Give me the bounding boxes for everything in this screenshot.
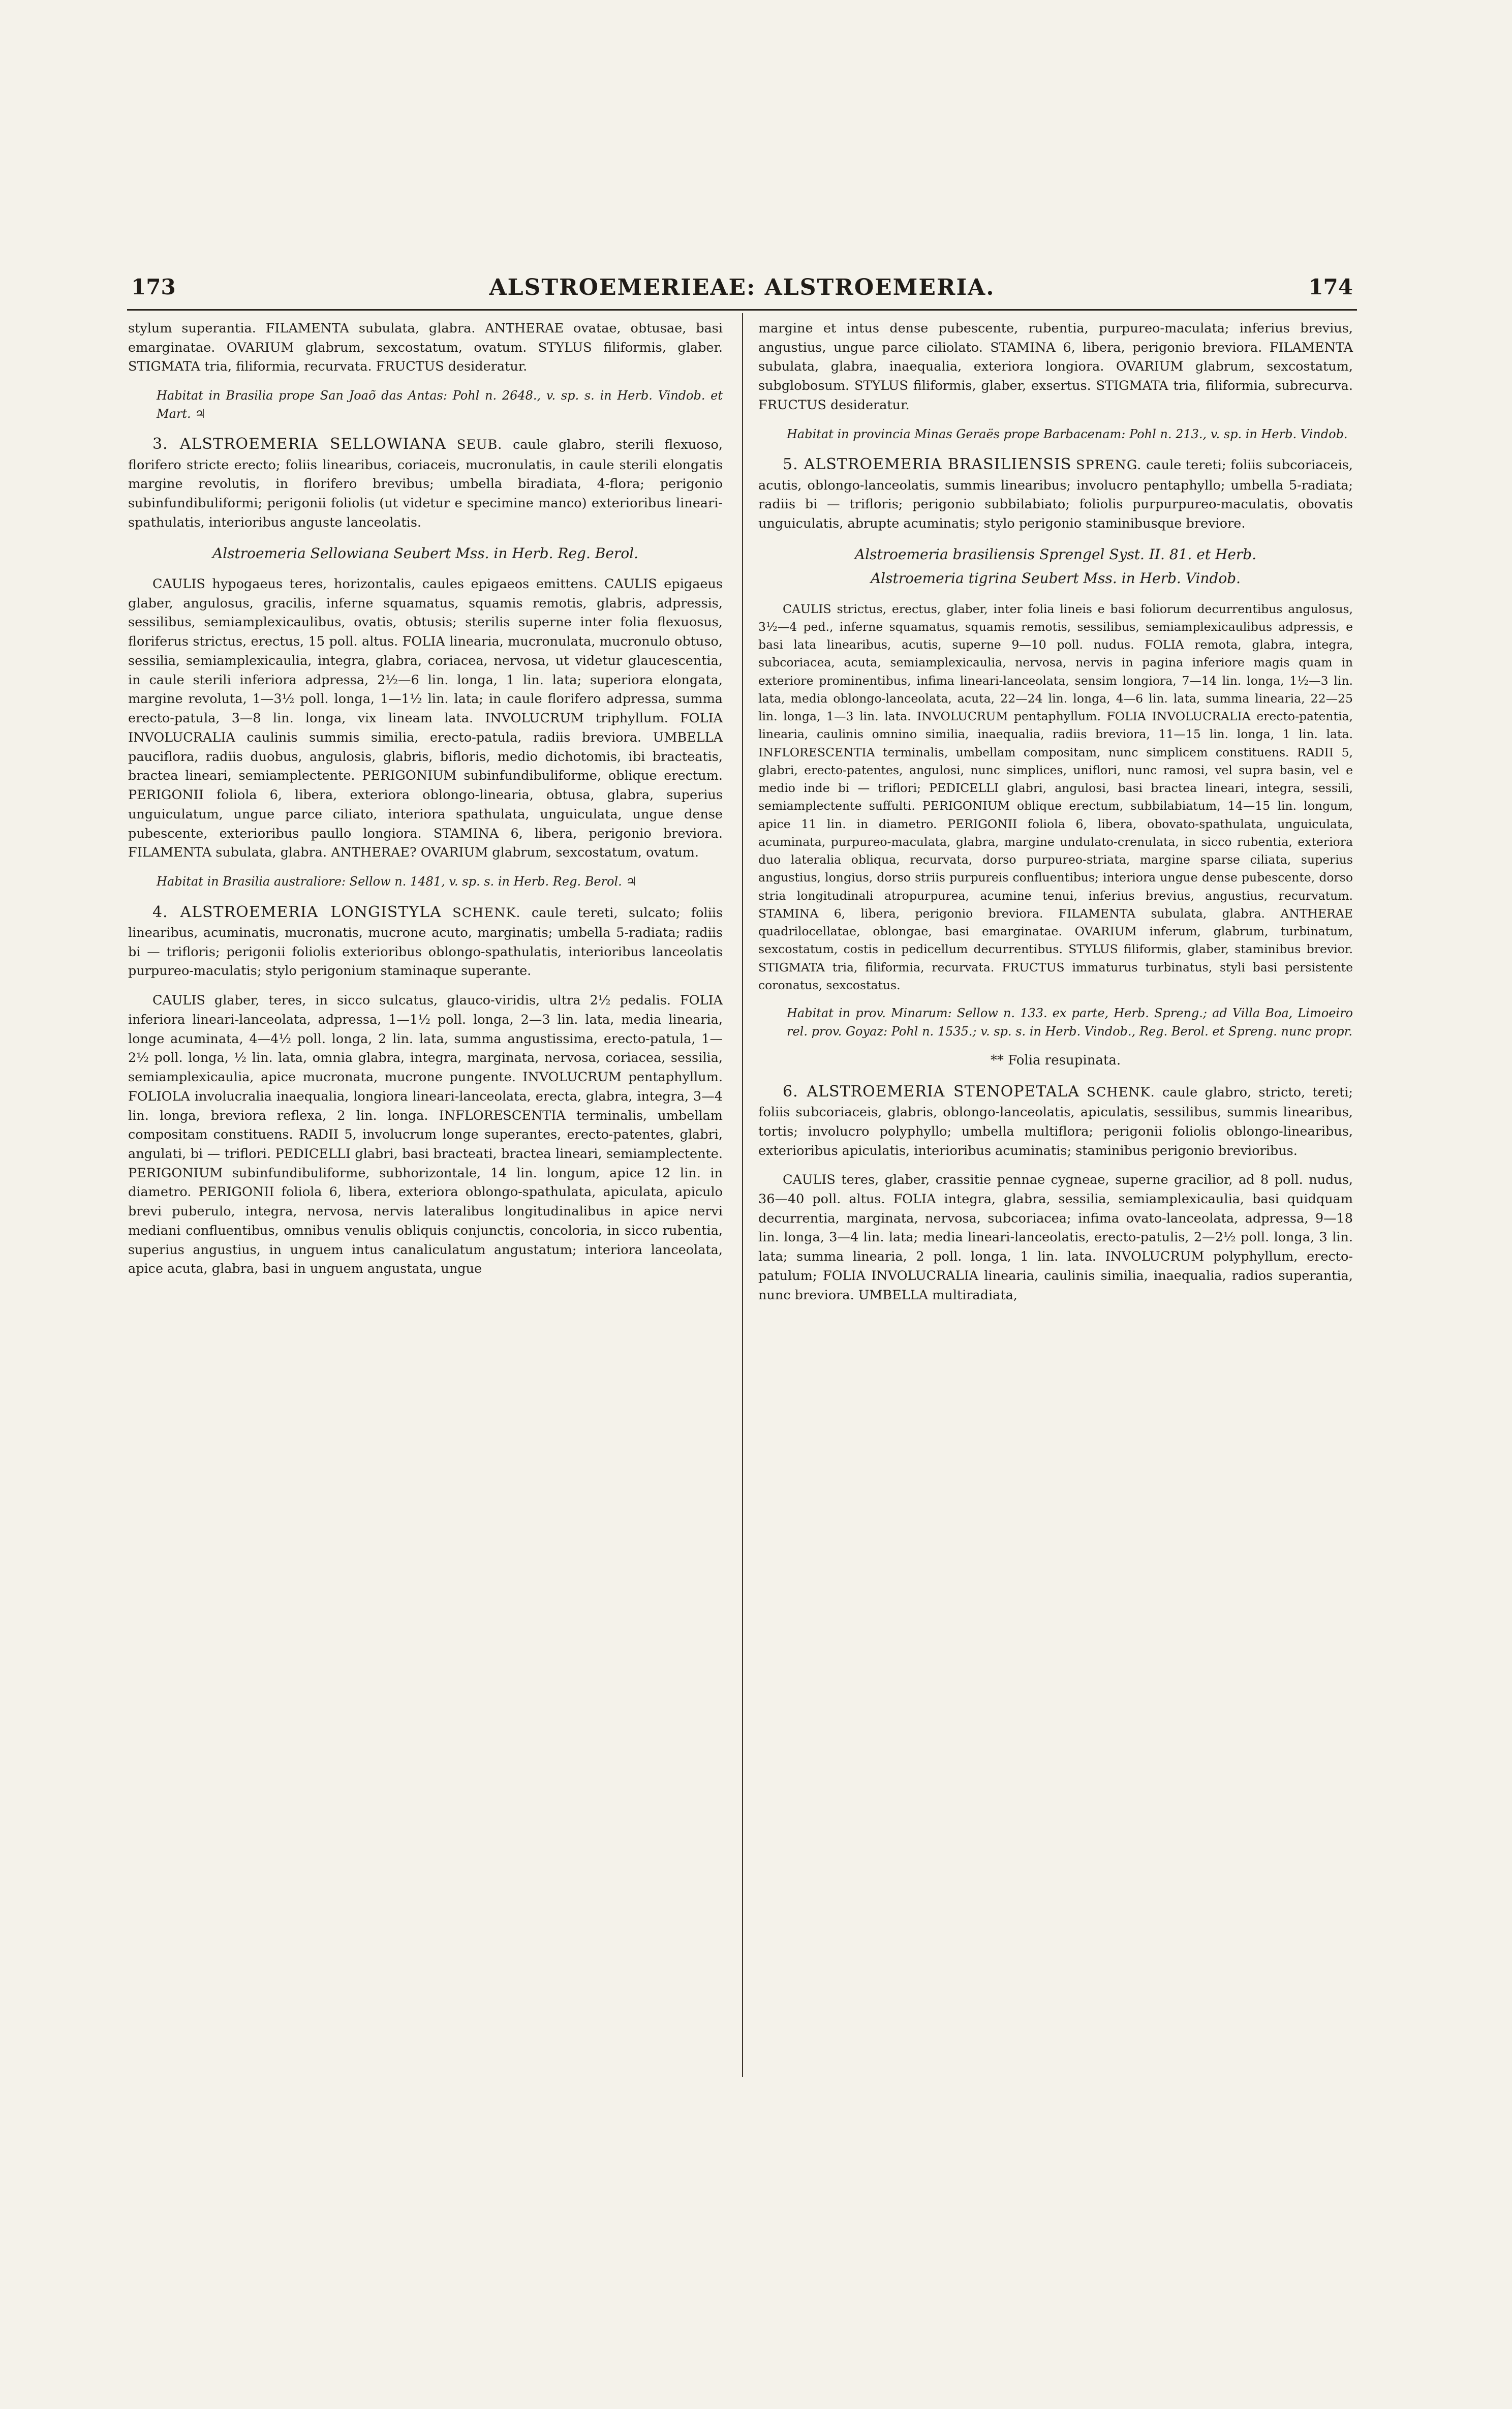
right-page-number: 174: [1308, 275, 1353, 299]
species-4-description: CAULIS glaber, teres, in sicco sulcatus, glauco-viridis, ultra 2½ pedalis. FOLIA inferiora lineari-lanceolata, adpressa, 1—1½ poll. longa, 2—3 lin. lata, media linearia, longe acuminata, 4—4½ poll. longa, 2 lin. lata, summa angustissima, erecto-patula, 1—2½ poll. longa, ½ lin. lata, omnia glabra, integra, marginata, nervosa, coriacea, sessilia, semiamplexicaulia, apice mucronata, mucrone pungente. INVOLUCRUM pentaphyllum. FOLIOLA involucralia inaequalia, longiora lineari-lanceolata, erecta, glabra, integra, 3—4 lin. longa, breviora reflexa, 2 lin. longa. INFLORESCENTIA terminalis, umbellam compositam constituens. RADII 5, involucrum longe superantes, erecto-patentes, glabri, angulati, bi — triflori. PEDICELLI glabri, basi bracteati, bractea lineari, semiamplectente. PERIGONIUM subinfundibuliforme, subhorizontale, 14 lin. longum, apice 12 lin. in diametro. PERIGONII foliola 6, libera, exteriora oblongo-spathulata, apiculata, apiculo brevi puberulo, integra, nervosa, nervis lateralibus longitudinalibus in apice nervi mediani confluentibus, omnibus venulis obliquis conjunctis, concoloria, in sicco rubentia, superius angustius, in unguem intus canaliculatum angustatum; interiora lanceolata, apice acuta, glabra, basi in unguem angustata, ungue: [128, 993, 723, 1277]
column-divider: [742, 313, 743, 2077]
habitat-note: Habitat in Brasilia prope San Joaõ das Antas: Pohl n. 2648., v. sp. s. in Herb. Vindob. et Mart. ♃: [157, 388, 723, 421]
species-5-diagnosis: [758, 453, 1353, 534]
species-5-title: 5. ALSTROEMERIA BRASILIENSIS: [783, 455, 1072, 474]
species-6-title: 6. ALSTROEMERIA STENOPETALA: [783, 1082, 1080, 1101]
continued-description: stylum superantia. FILAMENTA subulata, glabra. ANTHERAE ovatae, obtusae, basi emarginatae. OVARIUM glabrum, sexcostatum, ovatum. STYLUS filiformis, glaber. STIGMATA tria, filiformia, recurvata. FRUCTUS desideratur.: [128, 321, 723, 375]
species-6-diagnosis: [758, 1081, 1353, 1161]
species-3-habitat: Habitat in Brasilia australiore: Sellow n. 1481, v. sp. s. in Herb. Reg. Berol. ♃: [157, 874, 637, 889]
species-5-author: SPRENG.: [1076, 458, 1142, 473]
right-column: [758, 319, 1353, 1315]
species-6-author: SCHENK.: [1087, 1084, 1155, 1100]
species-5-description: CAULIS strictus, erectus, glaber, inter folia lineis e basi foliorum decurrentibus angulosus, 3½—4 ped., inferne squamatus, squamis remotis, sessilibus, semiamplexicaulibus adpressis, e basi lata linearibus, acutis, superne 9—10 poll. nudus. FOLIA remota, glabra, integra, subcoriacea, acuta, semiamplexicaulia, nervosa, nervis in pagina inferiore magis quam in exteriore prominentibus, infima lineari-lanceolata, sensim longiora, 7—14 lin. longa, 1½—3 lin. lata, media oblongo-lanceolata, acuta, 22—24 lin. longa, 4—6 lin. lata, summa linearia, 22—25 lin. longa, 1—3 lin. lata. INVOLUCRUM pentaphyllum. FOLIA INVOLUCRALIA erecto-patentia, linearia, caulinis omnino similia, inaequalia, radiis breviora, 11—15 lin. longa, 1 lin. lata. INFLORESCENTIA terminalis, umbellam compositam, nunc simplicem constituens. RADII 5, glabri, erecto-patentes, angulosi, nunc simplices, uniflori, nunc ramosi, vel supra basin, vel e medio inde bi — triflori; PEDICELLI glabri, angulosi, basi bractea lineari, integra, sessili, semiamplectente suffulti. PERIGONIUM oblique erectum, subbilabiatum, 14—15 lin. longum, apice 11 lin. in diametro. PERIGONII foliola 6, libera, obovato-spathulata, unguiculata, acuminata, purpureo-maculata, glabra, margine undulato-crenulata, in sicco rubentia, exteriora duo lateralia obliqua, recurvata, dorso purpureo-striata, margine sparse ciliata, superius angustius, longius, dorso striis purpureis confluentibus; interiora ungue dense pubescente, dorso stria longitudinali atropurpurea, acumine tenui, inferius brevius, angustius, recurvatum. STAMINA 6, libera, perigonio breviora. FILAMENTA subulata, glabra. ANTHERAE quadrilocellatae, oblongae, basi emarginatae. OVARIUM inferum, glabrum, turbinatum, sexcostatum, costis in pedicellum decurrentibus. STYLUS filiformis, glaber, staminibus brevior. STIGMATA tria, filiformia, recurvata. FRUCTUS immaturus turbinatus, styli basi persistente coronatus, sexcostatus.: [758, 601, 1353, 992]
section-heading-resupinata: ** Folia resupinata.: [990, 1053, 1121, 1069]
species-5-synonym-1: Alstroemeria brasiliensis Sprengel Syst. II. 81. et Herb.: [854, 545, 1257, 563]
left-column: [128, 319, 723, 1289]
species-4-description-continued: margine et intus dense pubescente, rubentia, purpureo-maculata; inferius brevius, angustius, ungue parce ciliolato. STAMINA 6, libera, perigonio breviora. FILAMENTA subulata, glabra, inaequalia, exteriora longiora. OVARIUM glabrum, sexcostatum, subglobosum. STYLUS filiformis, glaber, exsertus. STIGMATA tria, filiformia, subrecurva. FRUCTUS desideratur.: [758, 321, 1353, 413]
species-3-diagnosis: [128, 433, 723, 532]
species-3-author: SEUB.: [456, 437, 503, 453]
running-head: ALSTROEMERIEAE: ALSTROEMERIA.: [489, 275, 995, 300]
species-4-title: 4. ALSTROEMERIA LONGISTYLA: [152, 903, 442, 921]
species-4-habitat: Habitat in provincia Minas Geraës prope Barbacenam: Pohl n. 213., v. sp. in Herb. Vindob.: [787, 426, 1348, 441]
left-page-number: 173: [131, 275, 176, 299]
species-3-synonym: Alstroemeria Sellowiana Seubert Mss. in Herb. Reg. Berol.: [212, 544, 639, 562]
header-rule: [127, 309, 1357, 311]
species-3-diagnosis-text: caule glabro, sterili flexuoso, florifero stricte erecto; foliis linearibus, coriaceis, mucronulatis, in caule sterili elongatis margine revolutis, in florifero brevibus; umbella biradiata, 4-flora; perigonio subinfundibuliformi; perigonii foliolis (ut videtur e specimine manco) exterioribus lineari-spathulatis, interioribus anguste lanceolatis.: [128, 437, 723, 530]
species-4-diagnosis-text: caule tereti, sulcato; foliis linearibus, acuminatis, mucronatis, mucrone acuto, marginatis; umbella 5-radiata; radiis bi — trifloris; perigonii foliolis exterioribus oblongo-spathulatis, interioribus lanceolatis purpureo-maculatis; stylo perigonium staminaque superante.: [128, 905, 723, 979]
species-5-diagnosis-text: caule tereti; foliis subcoriaceis, acutis, oblongo-lanceolatis, summis linearibus; involucro pentaphyllo; umbella 5-radiata; radiis bi — trifloris; perigonio subbilabiato; foliolis purpurpureo-maculatis, obovatis unguiculatis, abrupte acuminatis; stylo perigonio staminibusque breviore.: [758, 458, 1353, 532]
species-4-author: SCHENK.: [452, 905, 521, 921]
species-3-title: 3. ALSTROEMERIA SELLOWIANA: [152, 435, 447, 453]
species-5-synonym-2: Alstroemeria tigrina Seubert Mss. in Herb. Vindob.: [870, 570, 1241, 587]
species-6-description: CAULIS teres, glaber, crassitie pennae cygneae, superne gracilior, ad 8 poll. nudus, 36—40 poll. altus. FOLIA integra, glabra, sessilia, semiamplexicaulia, basi quidquam decurrentia, marginata, nervosa, subcoriacea; infima ovato-lanceolata, adpressa, 9—18 lin. longa, 3—4 lin. lata; media lineari-lanceolatis, erecto-patulis, 2—2½ poll. longa, 3 lin. lata; summa linearia, 2 poll. longa, 1 lin. lata. INVOLUCRUM polyphyllum, erecto-patulum; FOLIA INVOLUCRALIA linearia, caulinis similia, inaequalia, radios superantia, nunc breviora. UMBELLA multiradiata,: [758, 1172, 1353, 1303]
species-4-diagnosis: [128, 901, 723, 982]
page-header: [127, 275, 1357, 305]
species-6-diagnosis-text: caule glabro, stricto, tereti; foliis subcoriaceis, glabris, oblongo-lanceolatis, apiculatis, sessilibus, summis linearibus, tortis; involucro polyphyllo; umbella multiflora; perigonii foliolis oblongo-linearibus, exterioribus apiculatis, interioribus acuminatis; staminibus perigonio brevioribus.: [758, 1084, 1353, 1158]
species-5-habitat: Habitat in prov. Minarum: Sellow n. 133. ex parte, Herb. Spreng.; ad Villa Boa, Limoeiro rel. prov. Goyaz: Pohl n. 1535.; v. sp. s. in Herb. Vindob., Reg. Berol. et Spreng. nunc propr.: [787, 1006, 1353, 1039]
species-3-description: CAULIS hypogaeus teres, horizontalis, caules epigaeos emittens. CAULIS epigaeus glaber, angulosus, gracilis, inferne squamatus, squamis remotis, glabris, adpressis, sessilibus, semiamplexicaulibus, ovatis, obtusis; sterilis superne inter folia flexuosus, floriferus strictus, erectus, 15 poll. altus. FOLIA linearia, mucronulata, mucronulo obtuso, sessilia, semiamplexicaulia, integra, glabra, coriacea, nervosa, ut videtur glaucescentia, in caule sterili inferiora adpressa, 2½—6 lin. longa, 1 lin. lata; superiora elongata, margine revoluta, 1—3½ poll. longa, 1—1½ lin. lata; in caule florifero adpressa, summa erecto-patula, 3—8 lin. longa, vix lineam lata. INVOLUCRUM triphyllum. FOLIA INVOLUCRALIA caulinis summis similia, erecto-patula, radiis breviora. UMBELLA pauciflora, radiis duobus, angulosis, glabris, bifloris, medio dichotomis, ibi bracteatis, bractea lineari, semiamplectente. PERIGONIUM subinfundibuliforme, oblique erectum. PERIGONII foliola 6, libera, exteriora oblongo-linearia, obtusa, glabra, superius unguiculatum, ungue parce ciliato, interiora spathulata, unguiculata, ungue dense pubescente, exterioribus paullo longiora. STAMINA 6, libera, perigonio breviora. FILAMENTA subulata, glabra. ANTHERAE? OVARIUM glabrum, sexcostatum, ovatum.: [128, 576, 723, 861]
